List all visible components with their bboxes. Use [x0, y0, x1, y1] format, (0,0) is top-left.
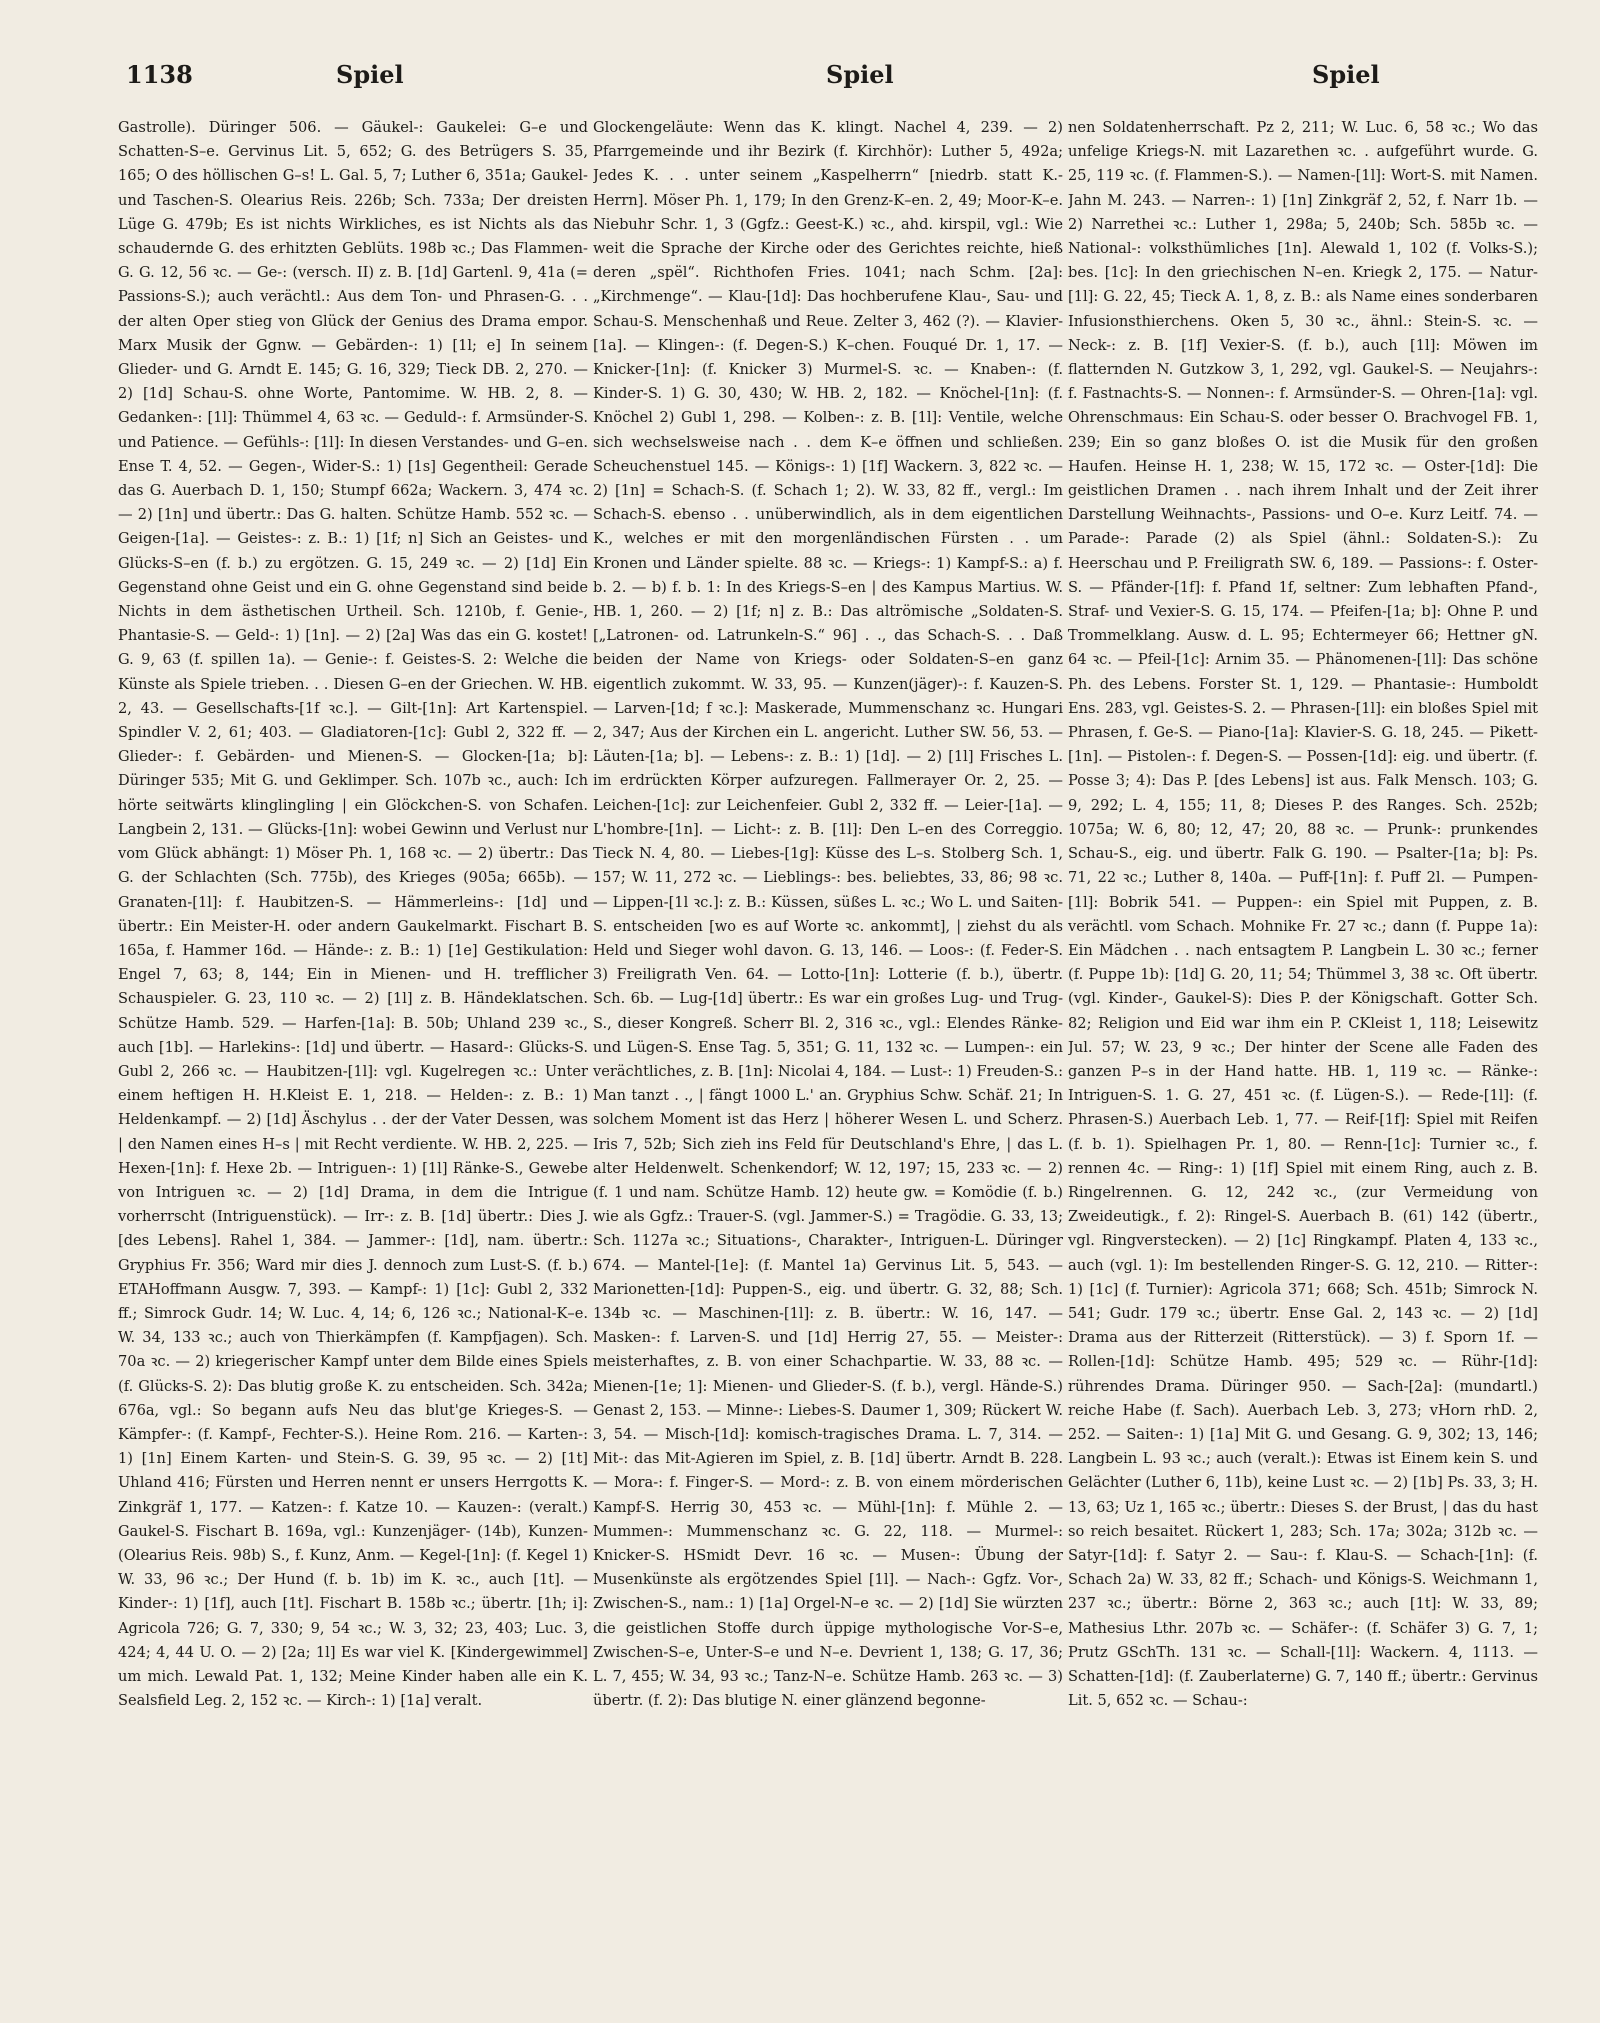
running-head-center: Spiel [826, 60, 894, 89]
column-1 [118, 116, 588, 2006]
column-text: Glockengeläute: Wenn das K. klingt. Nachel 4, 239. — 2) Pfarrgemeinde und ihr Bezirk (f. Kirchhör): Luther 5, 492a; Jedes K. . . unter seinem „Kaspelherrn“ [niedrb. statt K.-Herrn]. Möser Ph. 1, 179; In den Grenz-K–en. 2, 49; Moor-K–e. Niebuhr Schr. 1, 3 (Ggfz.: Geest-K.) ꝛc., ahd. kirspil, vgl.: Wie weit die Sprache der Kirche oder des Gerichtes reichte, hieß deren „spël“. Richthofen Fries. 1041; nach Schm. [2a]: „Kirchmenge“. — Klau-[1d]: Das hochberufene Klau-, Sau- und Schau-S. Menschenhaß und Reue. Zelter 3, 462 (?). — Klavier-[1a]. — Klingen-: (f. Degen-S.) K–chen. Fouqué Dr. 1, 17. — Knicker-[1n]: (f. Knicker 3) Murmel-S. ꝛc. — Knaben-: (f. Kinder-S. 1) G. 30, 430; W. HB. 2, 182. — Knöchel-[1n]: (f. Knöchel 2) Gubl 1, 298. — Kolben-: z. B. [1l]: Ventile, welche sich wechselsweise nach . . dem K–e öffnen und schließen. Scheuchenstuel 145. — Königs-: 1) [1f] Wackern. 3, 822 ꝛc. — 2) [1n] = Schach-S. (f. Schach 1; 2). W. 33, 82 ff., vergl.: Im Schach-S. ebenso . . unüberwindlich, als in dem eigentlichen K., welches er mit den morgenländischen Fürsten . . um Kronen und Länder spielte. 88 ꝛc. — Kriegs-: 1) Kampf-S.: a) f. b. 2. — b) f. b. 1: In des Kriegs-S–en | des Kampus Martius. W. HB. 1, 260. — 2) [1f; n] z. B.: Das altrömische „Soldaten-S. [„Latronen- od. Latrunkeln-S.“ 96] . ., das Schach-S. . . Daß beiden der Name von Kriegs- oder Soldaten-S–en ganz eigentlich zukommt. W. 33, 95. — Kunzen(jäger)-: f. Kauzen-S. — Larven-[1d; f ꝛc.]: Maskerade, Mummenschanz ꝛc. Hungari 2, 347; Aus der Kirchen ein L. angericht. Luther SW. 56, 53. — Läuten-[1a; b]. — Lebens-: z. B.: 1) [1d]. — 2) [1l] Frisches L. im erdrückten Körper aufzuregen. Fallmerayer Or. 2, 25. — Leichen-[1c]: zur Leichenfeier. Gubl 2, 332 ff. — Leier-[1a]. — L'hombre-[1n]. — Licht-: z. B. [1l]: Den L–en des Correggio. Tieck N. 4, 80. — Liebes-[1g]: Küsse des L–s. Stolberg Sch. 1, 157; W. 11, 272 ꝛc. — Lieblings-: bes. beliebtes, 33, 86; 98 ꝛc. — Lippen-[1l ꝛc.]: z. B.: Küssen, süßes L. ꝛc.; Wo L. und Saiten-S. entscheiden [wo es auf Worte ꝛc. ankommt], | ziehst du als Held und Sieger wohl davon. G. 13, 146. — Loos-: (f. Feder-S. 3) Freiligrath Ven. 64. — Lotto-[1n]: Lotterie (f. b.), übertr. Sch. 6b. — Lug-[1d] übertr.: Es war ein großes Lug- und Trug-S., dieser Kongreß. Scherr Bl. 2, 316 ꝛc., vgl.: Elendes Ränke- und Lügen-S. Ense Tag. 5, 351; G. 11, 132 ꝛc. — Lumpen-: ein verächtliches, z. B. [1n]: Nicolai 4, 184. — Lust-: 1) Freuden-S.: Man tanzt . ., | fängt 1000 L.' an. Gryphius Schw. Schäf. 21; In solchem Moment ist das Herz | höherer Wesen L. und Scherz. Iris 7, 52b; Sich zieh ins Feld für Deutschland's Ehre, | das L. alter Heldenwelt. Schenkendorf; W. 12, 197; 15, 233 ꝛc. — 2) (f. 1 und nam. Schütze Hamb. 12) heute gw. = Komödie (f. b.) wie als Ggfz.: Trauer-S. (vgl. Jammer-S.) = Tragödie. G. 33, 13; Sch. 1127a ꝛc.; Situations-, Charakter-, Intriguen-L. Düringer 674. — Mantel-[1e]: (f. Mantel 1a) Gervinus Lit. 5, 543. — Marionetten-[1d]: Puppen-S., eig. und übertr. G. 32, 88; Sch. 134b ꝛc. — Maschinen-[1l]: z. B. übertr.: W. 16, 147. — Masken-: f. Larven-S. und [1d] Herrig 27, 55. — Meister-: meisterhaftes, z. B. von einer Schachpartie. W. 33, 88 ꝛc. — Mienen-[1e; 1]: Mienen- und Glieder-S. (f. b.), vergl. Hände-S.) Genast 2, 153. — Minne-: Liebes-S. Daumer 1, 309; Rückert W. 3, 54. — Misch-[1d]: komisch-tragisches Drama. L. 7, 314. — Mit-: das Mit-Agieren im Spiel, z. B. [1d] übertr. Arndt B. 228. — Mora-: f. Finger-S. — Mord-: z. B. von einem mörderischen Kampf-S. Herrig 30, 453 ꝛc. — Mühl-[1n]: f. Mühle 2. — Mummen-: Mummenschanz ꝛc. G. 22, 118. — Murmel-: Knicker-S. HSmidt Devr. 16 ꝛc. — Musen-: Übung der Musenkünste als ergötzendes Spiel [1l]. — Nach-: Ggfz. Vor-, Zwischen-S., nam.: 1) [1a] Orgel-N–e ꝛc. — 2) [1d] Sie würzten die geistlichen Stoffe durch üppige mythologische Vor-S–e, Zwischen-S–e, Unter-S–e und N–e. Devrient 1, 138; G. 17, 36; L. 7, 455; W. 34, 93 ꝛc.; Tanz-N–e. Schütze Hamb. 263 ꝛc. — 3) übertr. (f. 2): Das blutige N. einer glänzend begonne- [593, 119, 1063, 1710]
column-text: nen Soldatenherrschaft. Pz 2, 211; W. Luc. 6, 58 ꝛc.; Wo das unfelige Kriegs-N. mit Lazarethen ꝛc. . aufgeführt wurde. G. 25, 119 ꝛc. (f. Flammen-S.). — Namen-[1l]: Wort-S. mit Namen. Jahn M. 243. — Narren-: 1) [1n] Zinkgräf 2, 52, f. Narr 1b. — 2) Narrethei ꝛc.: Luther 1, 298a; 5, 240b; Sch. 585b ꝛc. — National-: volksthümliches [1n]. Alewald 1, 102 (f. Volks-S.); bes. [1c]: In den griechischen N–en. Kriegk 2, 175. — Natur-[1l]: G. 22, 45; Tieck A. 1, 8, z. B.: als Name eines sonderbaren Infusionsthierchens. Oken 5, 30 ꝛc., ähnl.: Stein-S. ꝛc. — Neck-: z. B. [1f] Vexier-S. (f. b.), auch [1l]: Möwen im flatternden N. Gutzkow 3, 1, 292, vgl. Gaukel-S. — Neujahrs-: f. Fastnachts-S. — Nonnen-: f. Armsünder-S. — Ohren-[1a]: vgl. Ohrenschmaus: Ein Schau-S. oder besser O. Brachvogel FB. 1, 239; Ein so ganz bloßes O. ist die Musik für den großen Haufen. Heinse H. 1, 238; W. 15, 172 ꝛc. — Oster-[1d]: Die geistlichen Dramen . . nach ihrem Inhalt und der Zeit ihrer Darstellung Weihnachts-, Passions- und O–e. Kurz Leitf. 74. — Parade-: Parade (2) als Spiel (ähnl.: Soldaten-S.): Zu Heerschau und P. Freiligrath SW. 6, 189. — Passions-: f. Oster-S. — Pfänder-[1f]: f. Pfand 1f, seltner: Zum lebhaften Pfand-, Straf- und Vexier-S. G. 15, 174. — Pfeifen-[1a; b]: Ohne P. und Trommelklang. Ausw. d. L. 95; Echtermeyer 66; Hettner gN. 64 ꝛc. — Pfeil-[1c]: Arnim 35. — Phänomenen-[1l]: Das schöne Ph. des Lebens. Forster St. 1, 129. — Phantasie-: Humboldt Ens. 283, vgl. Geistes-S. 2. — Phrasen-[1l]: ein bloßes Spiel mit Phrasen, f. Ge-S. — Piano-[1a]: Klavier-S. G. 18, 245. — Pikett-[1n]. — Pistolen-: f. Degen-S. — Possen-[1d]: eig. und übertr. (f. Posse 3; 4): Das P. [des Lebens] ist aus. Falk Mensch. 103; G. 9, 292; L. 4, 155; 11, 8; Dieses P. des Ranges. Sch. 252b; 1075a; W. 6, 80; 12, 47; 20, 88 ꝛc. — Prunk-: prunkendes Schau-S., eig. und übertr. Falk G. 190. — Psalter-[1a; b]: Ps. 71, 22 ꝛc.; Luther 8, 140a. — Puff-[1n]: f. Puff 2l. — Pumpen-[1l]: Bobrik 541. — Puppen-: ein Spiel mit Puppen, z. B. verächtl. vom Schach. Mohnike Fr. 27 ꝛc.; dann (f. Puppe 1a): Ein Mädchen . . nach entsagtem P. Langbein L. 30 ꝛc.; ferner (f. Puppe 1b): [1d] G. 20, 11; 54; Thümmel 3, 38 ꝛc. Oft übertr. (vgl. Kinder-, Gaukel-S): Dies P. der Königschaft. Gotter Sch. 82; Religion und Eid war ihm ein P. CKleist 1, 118; Leisewitz Jul. 57; W. 23, 9 ꝛc.; Der hinter der Scene alle Faden des ganzen P–s in der Hand hatte. HB. 1, 119 ꝛc. — Ränke-: Intriguen-S. 1. G. 27, 451 ꝛc. (f. Lügen-S.). — Rede-[1l]: (f. Phrasen-S.) Auerbach Leb. 1, 77. — Reif-[1f]: Spiel mit Reifen (f. b. 1). Spielhagen Pr. 1, 80. — Renn-[1c]: Turnier ꝛc., f. rennen 4c. — Ring-: 1) [1f] Spiel mit einem Ring, auch z. B. Ringelrennen. G. 12, 242 ꝛc., (zur Vermeidung von Zweideutigk., f. 2): Ringel-S. Auerbach B. (61) 142 (übertr., vgl. Ringverstecken). — 2) [1c] Ringkampf. Platen 4, 133 ꝛc., auch (vgl. 1): Im bestellenden Ringer-S. G. 12, 210. — Ritter-: 1) [1c] (f. Turnier): Agricola 371; 668; Sch. 451b; Simrock N. 541; Gudr. 179 ꝛc.; übertr. Ense Gal. 2, 143 ꝛc. — 2) [1d] Drama aus der Ritterzeit (Ritterstück). — 3) f. Sporn 1f. — Rollen-[1d]: Schütze Hamb. 495; 529 ꝛc. — Rühr-[1d]: rührendes Drama. Düringer 950. — Sach-[2a]: (mundartl.) reiche Habe (f. Sach). Auerbach Leb. 3, 273; vHorn rhD. 2, 252. — Saiten-: 1) [1a] Mit G. und Gesang. G. 9, 302; 13, 146; Langbein L. 93 ꝛc.; auch (veralt.): Etwas ist Einem kein S. und Gelächter (Luther 6, 11b), keine Lust ꝛc. — 2) [1b] Ps. 33, 3; H. 13, 63; Uz 1, 165 ꝛc.; übertr.: Dieses S. der Brust, | das du hast so reich besaitet. Rückert 1, 283; Sch. 17a; 302a; 312b ꝛc. — Satyr-[1d]: f. Satyr 2. — Sau-: f. Klau-S. — Schach-[1n]: (f. Schach 2a) W. 33, 82 ff.; Schach- und Königs-S. Weichmann 1, 237 ꝛc.; übertr.: Börne 2, 363 ꝛc.; auch [1t]: W. 33, 89; Mathesius Lthr. 207b ꝛc. — Schäfer-: (f. Schäfer 3) G. 7, 1; Prutz GSchTh. 131 ꝛc. — Schall-[1l]: Wackern. 4, 1113. — Schatten-[1d]: (f. Zauberlaterne) G. 7, 140 ff.; übertr.: Gervinus Lit. 5, 652 ꝛc. — Schau-: [1068, 119, 1538, 1710]
column-3 [1068, 116, 1538, 2006]
column-2 [593, 116, 1063, 2006]
column-text: Gastrolle). Düringer 506. — Gäukel-: Gaukelei: G–e und Schatten-S–e. Gervinus Lit. 5, 652; G. des Betrügers S. 35, 165; O des höllischen G–s! L. Gal. 5, 7; Luther 6, 351a; Gaukel- und Taschen-S. Olearius Reis. 226b; Sch. 733a; Der dreisten Lüge G. 479b; Es ist nichts Wirkliches, es ist Nichts als das schaudernde G. des erhitzten Geblüts. 198b ꝛc.; Das Flammen-G. G. 12, 56 ꝛc. — Ge-: (versch. II) z. B. [1d] Gartenl. 9, 41a (= Passions-S.); auch verächtl.: Aus dem Ton- und Phrasen-G. . . der alten Oper stieg von Glück der Genius des Drama empor. Marx Musik der Ggnw. — Gebärden-: 1) [1l; e] In seinem Glieder- und G. Arndt E. 145; G. 16, 329; Tieck DB. 2, 270. — 2) [1d] Schau-S. ohne Worte, Pantomime. W. HB. 2, 8. — Gedanken-: [1l]: Thümmel 4, 63 ꝛc. — Geduld-: f. Armsünder-S. und Patience. — Gefühls-: [1l]: In diesen Verstandes- und G–en. Ense T. 4, 52. — Gegen-, Wider-S.: 1) [1s] Gegentheil: Gerade das G. Auerbach D. 1, 150; Stumpf 662a; Wackern. 3, 474 ꝛc. — 2) [1n] und übertr.: Das G. halten. Schütze Hamb. 552 ꝛc. — Geigen-[1a]. — Geistes-: z. B.: 1) [1f; n] Sich an Geistes- und Glücks-S–en (f. b.) zu ergötzen. G. 15, 249 ꝛc. — 2) [1d] Ein Gegenstand ohne Geist und ein G. ohne Gegenstand sind beide Nichts in dem ästhetischen Urtheil. Sch. 1210b, f. Genie-, Phantasie-S. — Geld-: 1) [1n]. — 2) [2a] Was das ein G. kostet! G. 9, 63 (f. spillen 1a). — Genie-: f. Geistes-S. 2: Welche die Künste als Spiele trieben. . . Diesen G–en der Griechen. W. HB. 2, 43. — Gesellschafts-[1f ꝛc.]. — Gilt-[1n]: Art Kartenspiel. Spindler V. 2, 61; 403. — Gladiatoren-[1c]: Gubl 2, 322 ff. — Glieder-: f. Gebärden- und Mienen-S. — Glocken-[1a; b]: Düringer 535; Mit G. und Geklimper. Sch. 107b ꝛc., auch: Ich hörte seitwärts klinglingling | ein Glöckchen-S. von Schafen. Langbein 2, 131. — Glücks-[1n]: wobei Gewinn und Verlust nur vom Glück abhängt: 1) Möser Ph. 1, 168 ꝛc. — 2) übertr.: Das G. der Schlachten (Sch. 775b), des Krieges (905a; 665b). — Granaten-[1l]: f. Haubitzen-S. — Hämmerleins-: [1d] und übertr.: Ein Meister-H. oder andern Gaukelmarkt. Fischart B. 165a, f. Hammer 16d. — Hände-: z. B.: 1) [1e] Gestikulation: Engel 7, 63; 8, 144; Ein in Mienen- und H. trefflicher Schauspieler. G. 23, 110 ꝛc. — 2) [1l] z. B. Händeklatschen. Schütze Hamb. 529. — Harfen-[1a]: B. 50b; Uhland 239 ꝛc., auch [1b]. — Harlekins-: [1d] und übertr. — Hasard-: Glücks-S. Gubl 2, 266 ꝛc. — Haubitzen-[1l]: vgl. Kugelregen ꝛc.: Unter einem heftigen H. H.Kleist E. 1, 218. — Helden-: z. B.: 1) Heldenkampf. — 2) [1d] Äschylus . . der der Vater Dessen, was | den Namen eines H–s | mit Recht verdiente. W. HB. 2, 225. — Hexen-[1n]: f. Hexe 2b. — Intriguen-: 1) [1l] Ränke-S., Gewebe von Intriguen ꝛc. — 2) [1d] Drama, in dem die Intrigue vorherrscht (Intriguenstück). — Irr-: z. B. [1d] übertr.: Dies J. [des Lebens]. Rahel 1, 384. — Jammer-: [1d], nam. übertr.: Gryphius Fr. 356; Ward mir dies J. dennoch zum Lust-S. (f. b.) ETAHoffmann Ausgw. 7, 393. — Kampf-: 1) [1c]: Gubl 2, 332 ff.; Simrock Gudr. 14; W. Luc. 4, 14; 6, 126 ꝛc.; National-K–e. W. 34, 133 ꝛc.; auch von Thierkämpfen (f. Kampfjagen). Sch. 70a ꝛc. — 2) kriegerischer Kampf unter dem Bilde eines Spiels (f. Glücks-S. 2): Das blutig große K. zu entscheiden. Sch. 342a; 676a, vgl.: So begann aufs Neu das blut'ge Krieges-S. — Kämpfer-: (f. Kampf-, Fechter-S.). Heine Rom. 216. — Karten-: 1) [1n] Einem Karten- und Stein-S. G. 39, 95 ꝛc. — 2) [1t] Uhland 416; Fürsten und Herren nennt er unsers Herrgotts K. Zinkgräf 1, 177. — Katzen-: f. Katze 10. — Kauzen-: (veralt.) Gaukel-S. Fischart B. 169a, vgl.: Kunzenjäger- (14b), Kunzen- (Olearius Reis. 98b) S., f. Kunz, Anm. — Kegel-[1n]: (f. Kegel 1) W. 33, 96 ꝛc.; Der Hund (f. b. 1b) im K. ꝛc., auch [1t]. — Kinder-: 1) [1f], auch [1t]. Fischart B. 158b ꝛc.; übertr. [1h; i]: Agricola 726; G. 7, 330; 9, 54 ꝛc.; W. 3, 32; 23, 403; Luc. 3, 424; 4, 44 U. O. — 2) [2a; 1l] Es war viel K. [Kindergewimmel] um mich. Lewald Pat. 1, 132; Meine Kinder haben alle ein K. Sealsfield Leg. 2, 152 ꝛc. — Kirch-: 1) [1a] veralt. [118, 119, 588, 1710]
text-columns [118, 116, 1538, 2006]
page-number: 1138 [126, 60, 193, 89]
running-head-left: Spiel [336, 60, 404, 89]
running-head-right: Spiel [1312, 60, 1380, 89]
page-header [126, 60, 1420, 100]
